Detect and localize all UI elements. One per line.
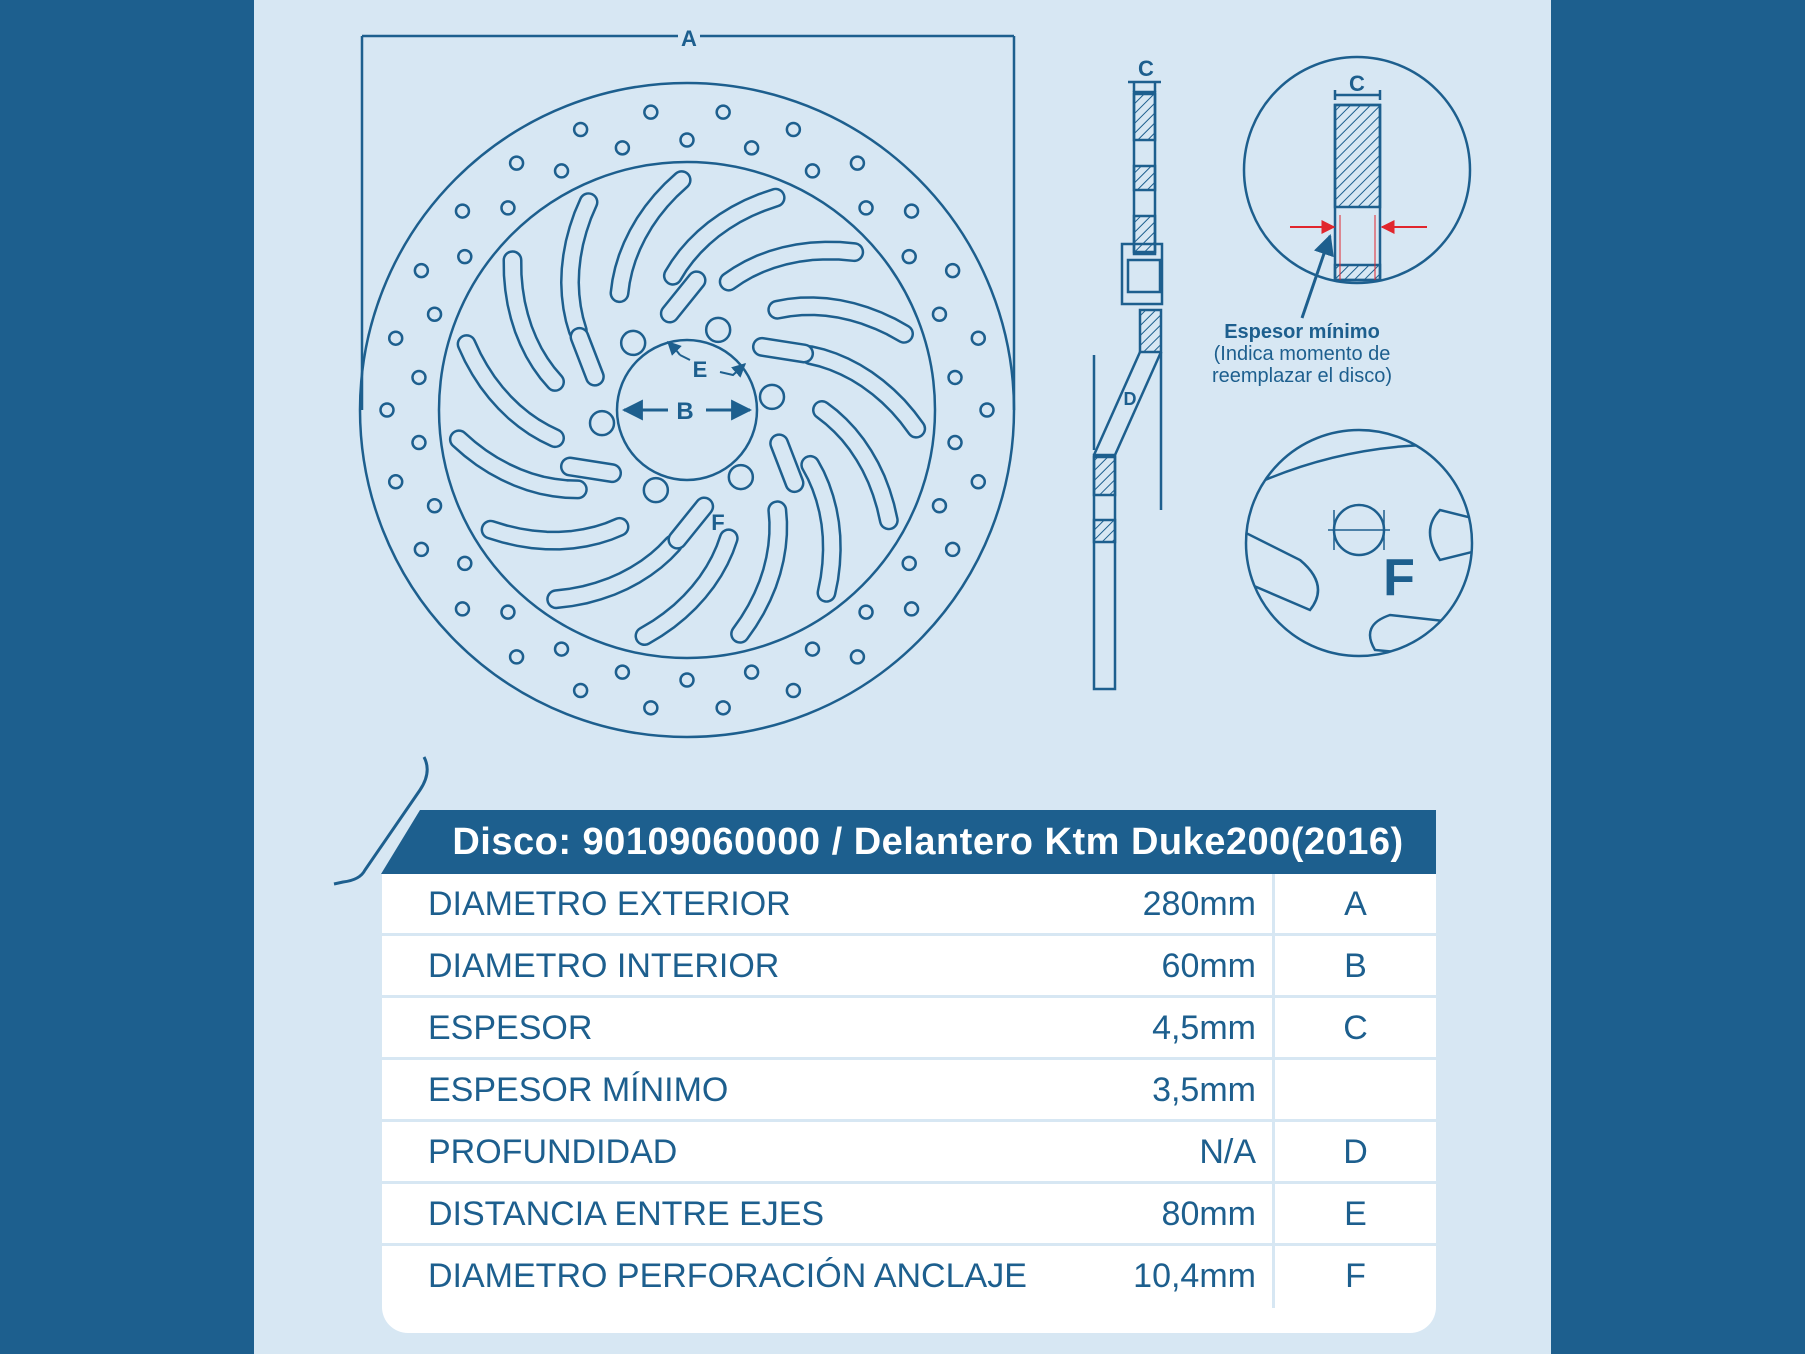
perforation-hole <box>389 475 402 488</box>
perforation-hole <box>933 308 946 321</box>
spec-value: N/A <box>1199 1133 1256 1171</box>
perforation-hole <box>574 684 587 697</box>
vent-slot <box>740 510 778 634</box>
perforation-hole <box>456 205 469 218</box>
spec-code: C <box>1272 998 1436 1057</box>
inner-slot <box>779 443 794 483</box>
inner-slot <box>570 467 612 474</box>
perforation-hole <box>905 205 918 218</box>
perforation-hole <box>946 264 959 277</box>
spec-label: DIAMETRO EXTERIOR <box>428 885 791 923</box>
min-thickness-note-2: reemplazar el disco) <box>1211 365 1393 387</box>
perforation-hole <box>806 164 819 177</box>
perforation-hole <box>717 106 730 119</box>
vent-slot <box>491 527 620 541</box>
perforation-hole <box>787 123 800 136</box>
perforation-hole <box>555 164 568 177</box>
perforation-hole <box>555 643 568 656</box>
mounting-hole <box>590 411 614 435</box>
disc-side-profile <box>1094 82 1162 689</box>
mounting-hole <box>644 478 668 502</box>
spec-label: DISTANCIA ENTRE EJES <box>428 1195 825 1233</box>
min-thickness-note-1: (Indica momento de <box>1213 343 1391 365</box>
spec-label: ESPESOR <box>428 1009 593 1047</box>
spec-row <box>382 936 1436 998</box>
perforation-hole <box>787 684 800 697</box>
perforation-hole <box>905 602 918 615</box>
label-f-detail: F <box>1383 549 1415 607</box>
label-e: E <box>692 357 708 382</box>
perforation-hole <box>903 557 916 570</box>
perforation-hole <box>972 332 985 345</box>
label-f: F <box>711 510 725 535</box>
dimension-a <box>362 36 1014 410</box>
perforation-hole <box>381 404 394 417</box>
spec-row <box>382 1246 1436 1308</box>
label-d: D <box>1123 389 1137 409</box>
spec-value: 10,4mm <box>1133 1257 1256 1295</box>
vent-slot <box>777 306 904 334</box>
vent-slot <box>513 260 556 382</box>
perforation-hole <box>681 134 694 147</box>
perforation-hole <box>458 557 471 570</box>
spec-label: ESPESOR MÍNIMO <box>428 1071 729 1109</box>
perforation-hole <box>851 157 864 170</box>
spec-row <box>382 998 1436 1060</box>
label-a: A <box>681 26 697 51</box>
perforation-hole <box>860 201 873 214</box>
perforation-hole <box>981 404 994 417</box>
perforation-hole <box>644 106 657 119</box>
spec-table <box>382 874 1436 1333</box>
spec-code: F <box>1272 1246 1436 1308</box>
spec-code: A <box>1272 874 1436 933</box>
perforation-hole <box>574 123 587 136</box>
inner-slot <box>677 506 704 539</box>
spec-row <box>382 1184 1436 1246</box>
mounting-hole <box>760 385 784 409</box>
spec-label: DIAMETRO PERFORACIÓN ANCLAJE <box>428 1257 1027 1295</box>
detail-anchor-hole <box>1240 430 1480 660</box>
perforation-hole <box>949 436 962 449</box>
mounting-hole <box>729 465 753 489</box>
perforation-hole <box>745 141 758 154</box>
inner-slot <box>580 337 595 377</box>
perforation-hole <box>644 701 657 714</box>
perforation-hole <box>501 606 514 619</box>
perforation-hole <box>510 650 523 663</box>
perforation-hole <box>949 371 962 384</box>
perforation-hole <box>510 157 523 170</box>
mounting-hole <box>621 331 645 355</box>
perforation-hole <box>456 602 469 615</box>
perforation-hole <box>903 250 916 263</box>
perforation-hole <box>745 666 758 679</box>
perforation-hole <box>415 543 428 556</box>
perforation-hole <box>428 499 441 512</box>
perforation-hole <box>616 141 629 154</box>
inner-slot <box>762 347 804 354</box>
mounting-hole <box>706 318 730 342</box>
perforation-hole <box>946 543 959 556</box>
perforation-hole <box>972 475 985 488</box>
perforation-hole <box>428 308 441 321</box>
spec-code <box>1272 1060 1436 1119</box>
label-c-side: C <box>1138 56 1154 81</box>
vent-slot <box>729 251 855 282</box>
perforation-hole <box>412 436 425 449</box>
spec-code: B <box>1272 936 1436 995</box>
perforation-hole <box>415 264 428 277</box>
spec-value: 3,5mm <box>1152 1071 1256 1109</box>
part-title: Disco: 90109060000 / Delantero Ktm Duke200(2016) <box>420 810 1436 874</box>
spec-code: D <box>1272 1122 1436 1181</box>
spec-row <box>382 874 1436 936</box>
label-b: B <box>676 398 694 425</box>
spec-value: 280mm <box>1142 885 1256 923</box>
perforation-hole <box>458 250 471 263</box>
perforation-hole <box>681 674 694 687</box>
label-c-detail: C <box>1349 71 1365 96</box>
spec-row <box>382 1060 1436 1122</box>
perforation-hole <box>933 499 946 512</box>
perforation-hole <box>616 666 629 679</box>
spec-label: DIAMETRO INTERIOR <box>428 947 780 985</box>
spec-row <box>382 1122 1436 1184</box>
spec-value: 4,5mm <box>1152 1009 1256 1047</box>
spec-code: E <box>1272 1184 1436 1243</box>
min-thickness-title: Espesor mínimo <box>1224 321 1380 343</box>
spec-value: 60mm <box>1161 947 1256 985</box>
perforation-hole <box>717 701 730 714</box>
perforation-hole <box>412 371 425 384</box>
perforation-hole <box>806 643 819 656</box>
perforation-hole <box>851 650 864 663</box>
perforation-hole <box>860 606 873 619</box>
spec-value: 80mm <box>1161 1195 1256 1233</box>
spec-label: PROFUNDIDAD <box>428 1133 678 1171</box>
perforation-hole <box>389 332 402 345</box>
perforation-hole <box>501 201 514 214</box>
